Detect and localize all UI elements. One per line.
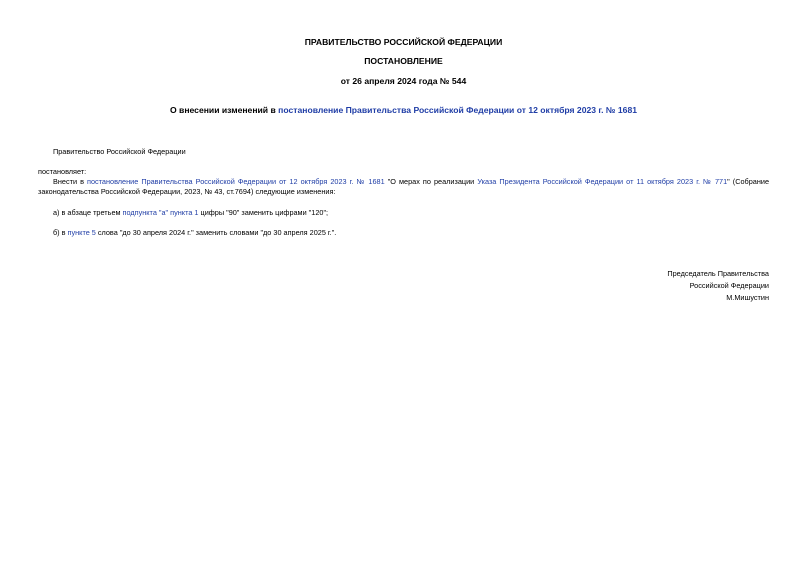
para1-tail: " (Собрание — [727, 177, 770, 186]
item-b-lead: б) в — [53, 228, 68, 237]
item-a-link[interactable]: подпункта "а" пункта 1 — [122, 208, 199, 217]
signature-name: М.Мишустин — [726, 293, 769, 302]
doc-type-heading: ПОСТАНОВЛЕНИЕ — [364, 56, 443, 66]
paragraph-line-1 — [38, 177, 769, 187]
paragraph-amendments — [38, 177, 769, 197]
signature-org: Российской Федерации — [689, 281, 769, 290]
para1-decree-link[interactable]: постановление Правительства Российской Федерации от 12 октября 2023 г. № 1681 — [87, 177, 385, 186]
item-b-tail: слова "до 30 апреля 2024 г." заменить словами "до 30 апреля 2025 г.". — [95, 228, 337, 237]
signature-block — [667, 268, 769, 304]
issuer-text: Правительство Российской Федерации — [53, 147, 186, 156]
date-number-heading: от 26 апреля 2024 года № 544 — [340, 76, 467, 86]
doc-title-link[interactable]: постановление Правительства Российской Федерации от 12 октября 2023 г. № 1681 — [278, 105, 638, 115]
item-b — [53, 228, 336, 237]
signature-position: Председатель Правительства — [667, 269, 769, 278]
para1-decree2-link[interactable]: Указа Президента Российской Федерации от 11 октября 2023 г. № 771 — [477, 177, 728, 186]
government-heading: ПРАВИТЕЛЬСТВО РОССИЙСКОЙ ФЕДЕРАЦИИ — [304, 37, 503, 47]
item-b-link[interactable]: пункте 5 — [67, 228, 96, 237]
item-a-lead: а) в абзаце третьем — [53, 208, 123, 217]
item-a — [53, 208, 328, 217]
doc-title — [0, 105, 807, 115]
para1-mid: "О мерах по реализации — [384, 177, 478, 186]
doc-title-prefix: О внесении изменений в — [169, 105, 279, 115]
item-a-tail: цифры "90" заменить цифрами "120"; — [198, 208, 329, 217]
paragraph-line-2: законодательства Российской Федерации, 2023, № 43, ст.7694) следующие изменения: — [38, 187, 336, 196]
para1-lead: Внести в — [53, 177, 88, 186]
resolves-text: постановляет: — [38, 167, 87, 176]
